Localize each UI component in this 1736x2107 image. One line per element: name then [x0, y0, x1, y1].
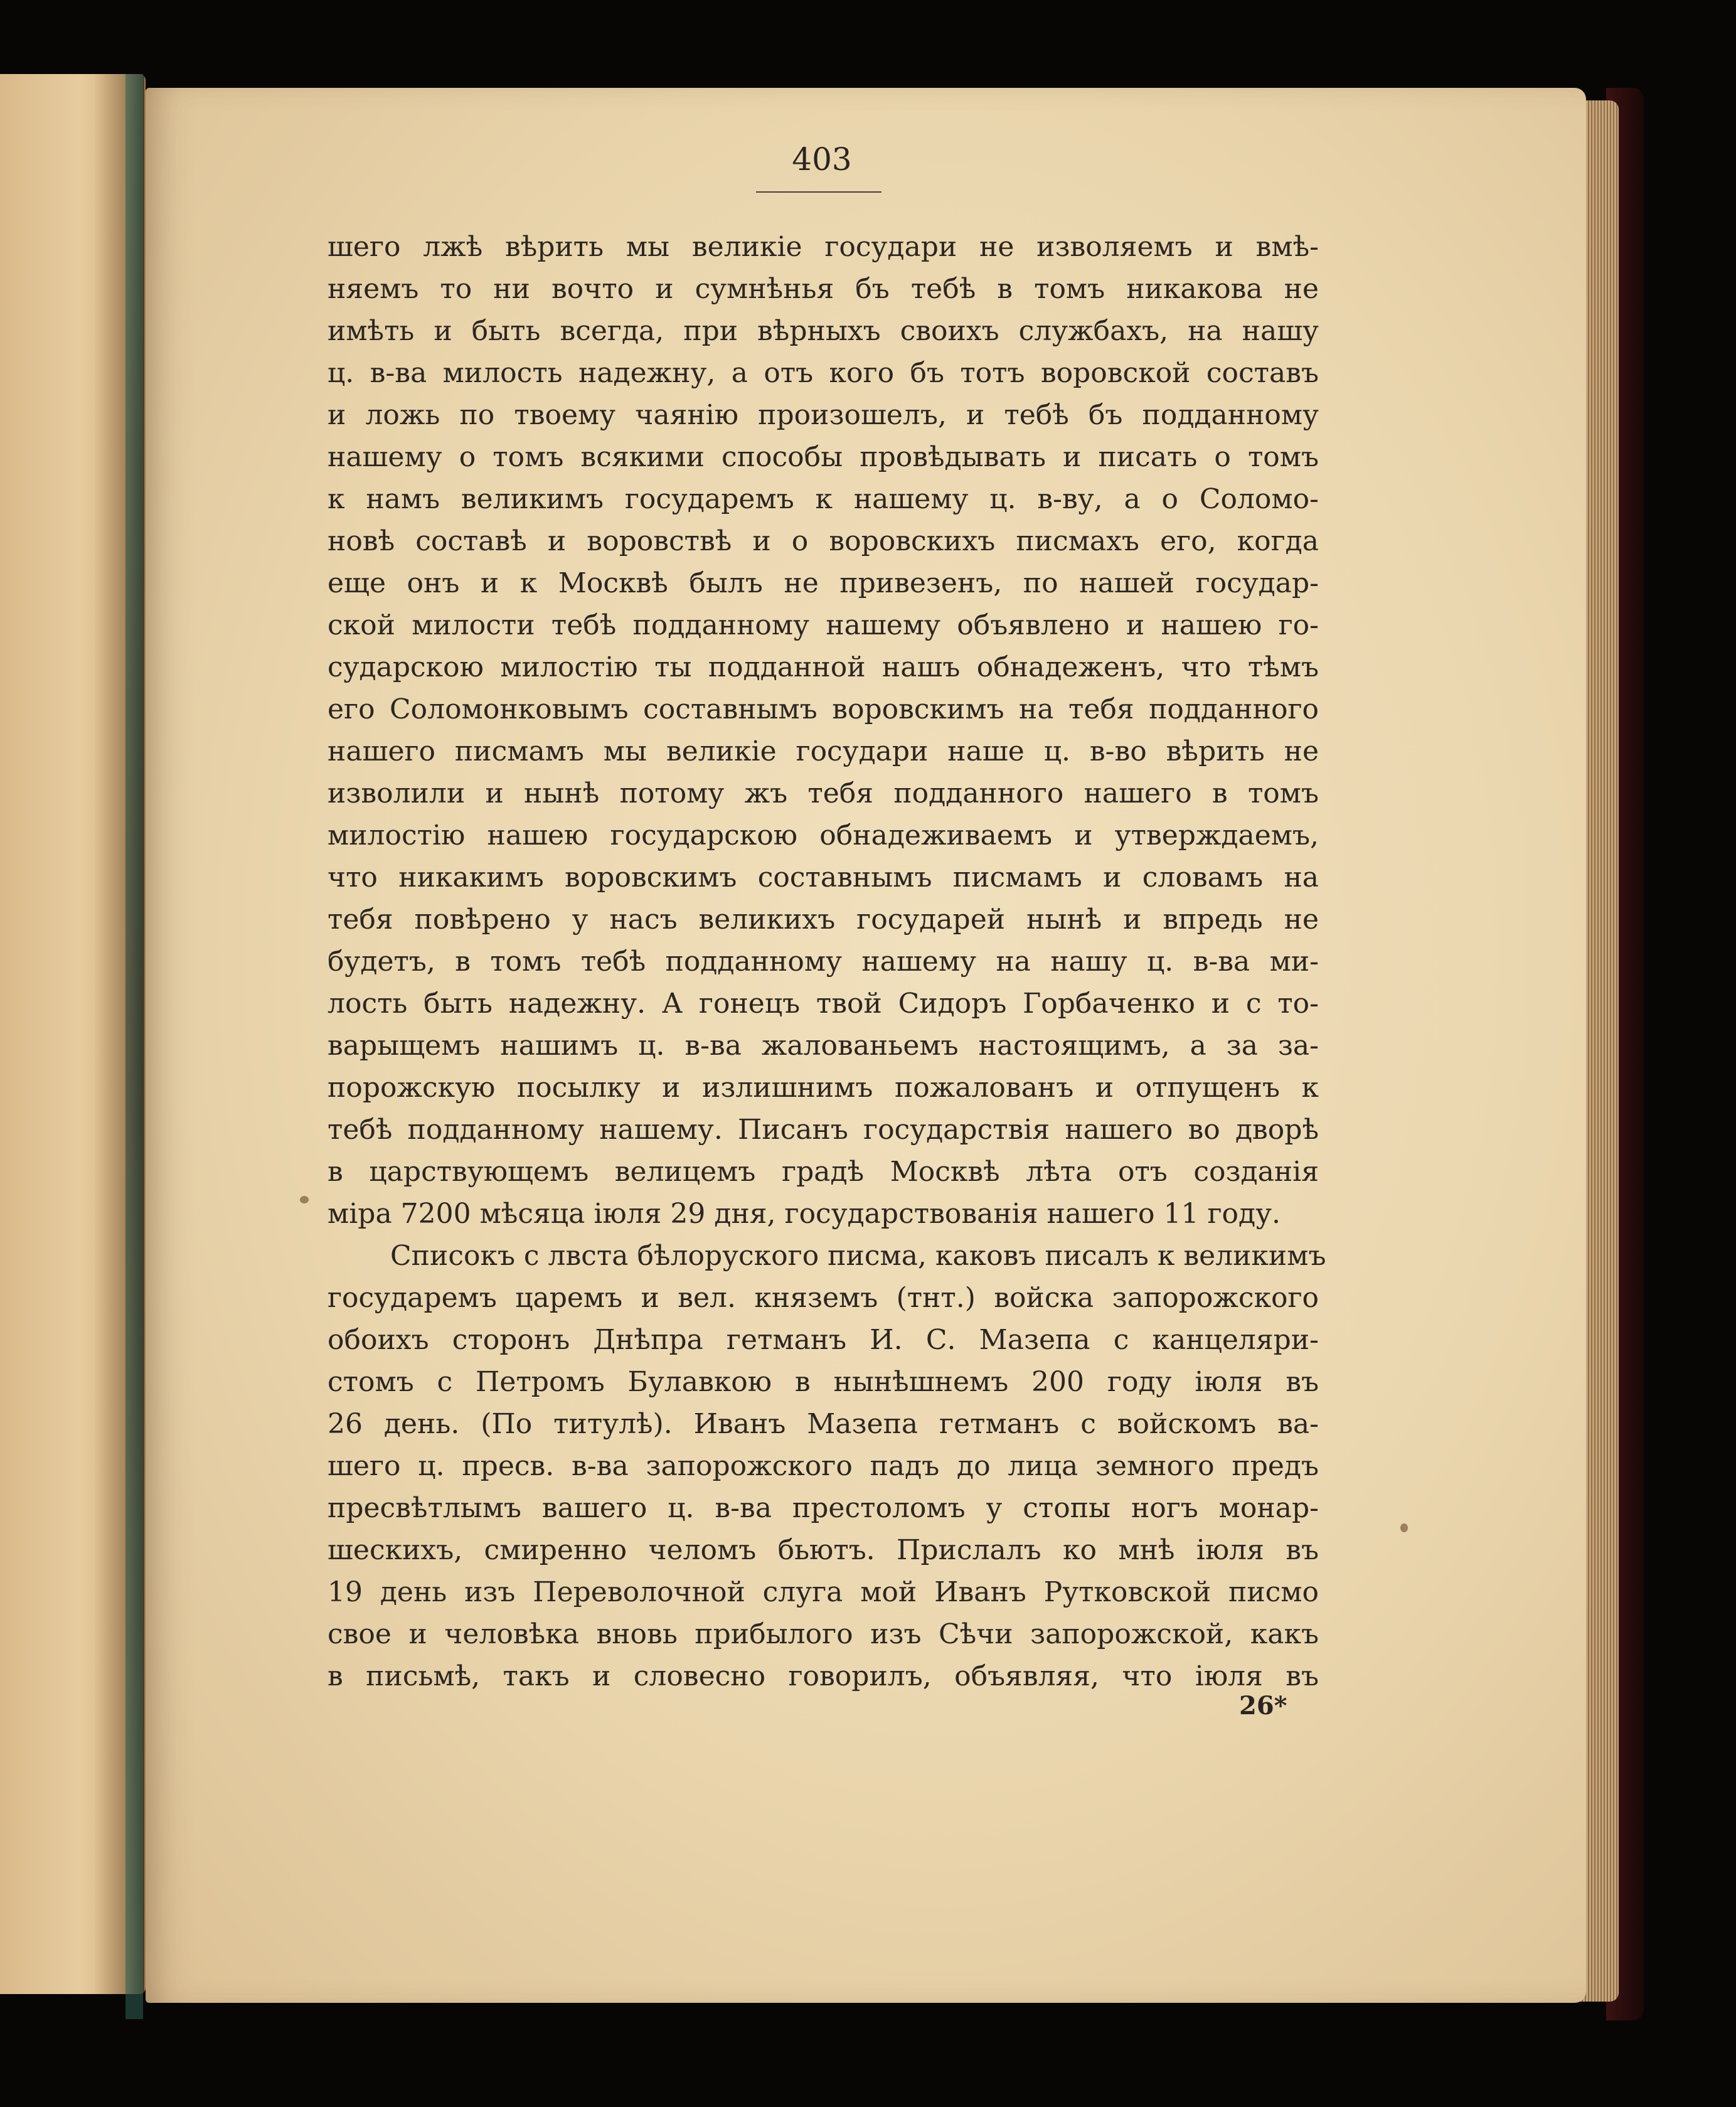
text-line: в царствующемъ велицемъ градѣ Москвѣ лѣта отъ созданія — [327, 1156, 1319, 1188]
text-line: шего лжѣ вѣрить мы великіе государи не изволяемъ и вмѣ- — [327, 231, 1319, 263]
paragraph-2 — [327, 1235, 1326, 1697]
text-line: свое и человѣка вновь прибылого изъ Сѣчи запорожской, какъ — [327, 1618, 1319, 1650]
text-line: нашему о томъ всякими способы провѣдывать и писать о томъ — [327, 441, 1319, 473]
text-line: тебя повѣрено у насъ великихъ государей нынѣ и впредь не — [327, 904, 1319, 936]
text-line: міра 7200 мѣсяца іюля 29 дня, государствованія нашего 11 году. — [327, 1198, 1281, 1230]
text-line: милостію нашею государскою обнадеживаемъ и утверждаемъ, — [327, 819, 1319, 851]
text-line: Списокъ с лвста бѣлоруского писма, каковъ писалъ к великимъ — [390, 1240, 1326, 1272]
text-line: ц. в-ва милость надежну, а отъ кого бъ тотъ воровской составъ — [327, 357, 1319, 389]
text-line: и ложь по твоему чаянію произошелъ, и тебѣ бъ подданному — [327, 399, 1319, 431]
page-number-rule — [756, 191, 881, 193]
text-line: сударскою милостію ты подданной нашъ обнадеженъ, что тѣмъ — [327, 651, 1319, 683]
text-line: в письмѣ, такъ и словесно говорилъ, объявляя, что іюля въ — [327, 1660, 1319, 1692]
text-line: новѣ составѣ и воровствѣ и о воровскихъ писмахъ его, когда — [327, 525, 1319, 557]
text-line: что никакимъ воровскимъ составнымъ писмамъ и словамъ на — [327, 861, 1319, 893]
text-line: няемъ то ни вочто и сумнѣнья бъ тебѣ в томъ никакова не — [327, 273, 1319, 305]
text-line: лость быть надежну. А гонецъ твой Сидоръ Горбаченко и с то- — [327, 988, 1319, 1020]
text-line: еще онъ и к Москвѣ былъ не привезенъ, по нашей государ- — [327, 567, 1319, 599]
text-line: стомъ с Петромъ Булавкою в нынѣшнемъ 200 году іюля въ — [327, 1366, 1319, 1398]
body-text — [327, 226, 1326, 1697]
paper-speck — [300, 1196, 309, 1203]
text-line: шего ц. пресв. в-ва запорожского падъ до лица земного предъ — [327, 1450, 1319, 1482]
text-line: ской милости тебѣ подданному нашему объявлено и нашею го- — [327, 609, 1319, 641]
text-line: пресвѣтлымъ вашего ц. в-ва престоломъ у стопы ногъ монар- — [327, 1492, 1319, 1524]
text-line: государемъ царемъ и вел. княземъ (тнт.) войска запорожского — [327, 1282, 1319, 1314]
text-line: изволили и нынѣ потому жъ тебя подданного нашего в томъ — [327, 777, 1319, 809]
text-line: имѣть и быть всегда, при вѣрныхъ своихъ службахъ, на нашу — [327, 315, 1319, 347]
text-line: к намъ великимъ государемъ к нашему ц. в-ву, а о Соломо- — [327, 483, 1319, 515]
text-line: 19 день изъ Переволочной слуга мой Иванъ Рутковской писмо — [327, 1576, 1319, 1608]
text-line: порожскую посылку и излишнимъ пожалованъ и отпущенъ к — [327, 1072, 1319, 1104]
printer-signature: 26* — [1239, 1691, 1287, 1720]
text-line: его Соломонковымъ составнымъ воровскимъ на тебя подданного — [327, 693, 1319, 725]
text-line: будетъ, в томъ тебѣ подданному нашему на нашу ц. в-ва ми- — [327, 946, 1319, 978]
text-line: нашего писмамъ мы великіе государи наше ц. в-во вѣрить не — [327, 735, 1319, 767]
text-line: шескихъ, смиренно челомъ бьютъ. Прислалъ ко мнѣ іюля въ — [327, 1534, 1319, 1566]
page-number: 403 — [792, 141, 852, 178]
text-line: тебѣ подданному нашему. Писанъ государствія нашего во дворѣ — [327, 1114, 1319, 1146]
paper-speck — [1400, 1523, 1408, 1532]
text-line: обоихъ сторонъ Днѣпра гетманъ И. С. Мазепа с канцеляри- — [327, 1324, 1319, 1356]
paragraph-1 — [327, 226, 1319, 1235]
cover-edge-left — [125, 74, 143, 2019]
text-line: варыщемъ нашимъ ц. в-ва жалованьемъ настоящимъ, а за за- — [327, 1030, 1319, 1062]
text-line: 26 день. (По титулѣ). Иванъ Мазепа гетманъ с войскомъ ва- — [327, 1408, 1319, 1440]
